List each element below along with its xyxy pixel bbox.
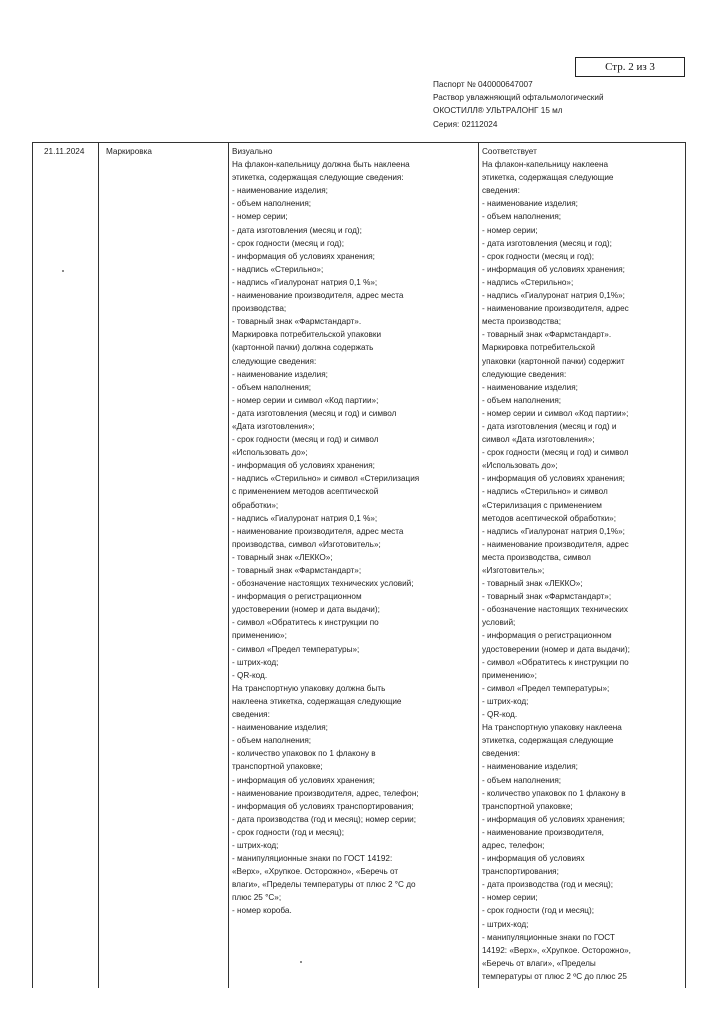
result-line: адрес, телефон; bbox=[482, 840, 545, 850]
requirement-line: - наименование производителя, адрес места bbox=[232, 291, 404, 301]
requirement-line: - надпись «Стерильно» и символ «Стерилизация bbox=[232, 474, 420, 484]
result-line: применению»; bbox=[482, 670, 537, 680]
requirement-line: - срок годности (месяц и год) и символ bbox=[232, 435, 379, 445]
result-line: места производства; bbox=[482, 317, 561, 327]
inspection-table bbox=[32, 142, 686, 988]
requirement-line: - символ «Обратитесь к инструкции по bbox=[232, 618, 379, 628]
requirement-line: - наименование изделия; bbox=[232, 186, 328, 196]
result-line: - срок годности (месяц и год) и символ bbox=[482, 448, 629, 458]
result-line: сведения: bbox=[482, 186, 520, 196]
result-line: - объем наполнения; bbox=[482, 775, 562, 785]
requirement-line: - штрих-код; bbox=[232, 840, 279, 850]
scan-speck bbox=[300, 961, 302, 963]
result-line: - дата изготовления (месяц и год) и bbox=[482, 421, 617, 431]
requirement-line: - номер короба. bbox=[232, 906, 292, 916]
requirement-line: - дата изготовления (месяц и год) и символ bbox=[232, 408, 397, 418]
result-line: - наименование производителя, адрес bbox=[482, 539, 629, 549]
result-line: температуры от плюс 2 ºС до плюс 25 bbox=[482, 971, 627, 981]
requirement-line: На транспортную упаковку должна быть bbox=[232, 683, 386, 693]
requirement-line: - срок годности (год и месяц); bbox=[232, 827, 344, 837]
requirement-line: - объем наполнения; bbox=[232, 736, 312, 746]
date-cell bbox=[33, 143, 99, 988]
result-line: - номер серии; bbox=[482, 225, 538, 235]
result-line: методов асептической обработки»; bbox=[482, 513, 616, 523]
requirement-line: - информация об условиях хранения; bbox=[232, 775, 375, 785]
result-line: - информация об условиях bbox=[482, 854, 585, 864]
result-line: - товарный знак «Фармстандарт». bbox=[482, 330, 612, 340]
series-number: Серия: 02112024 bbox=[433, 119, 498, 129]
result-line: - дата изготовления (месяц и год); bbox=[482, 238, 612, 248]
requirement-line: удостоверении (номер и дата выдачи); bbox=[232, 605, 380, 615]
result-line: транспортирования; bbox=[482, 867, 559, 877]
result-line: «Беречь от влаги», «Пределы bbox=[482, 958, 596, 968]
result-line: - штрих-код; bbox=[482, 919, 529, 929]
requirement-line: - товарный знак «Фармстандарт». bbox=[232, 317, 362, 327]
requirement-cell bbox=[229, 143, 479, 988]
requirement-line: «Использовать до»; bbox=[232, 448, 308, 458]
result-line: - манипуляционные знаки по ГОСТ bbox=[482, 932, 615, 942]
result-line: - номер серии и символ «Код партии»; bbox=[482, 408, 629, 418]
requirement-line: - количество упаковок по 1 флакону в bbox=[232, 749, 376, 759]
requirement-line: «Дата изготовления»; bbox=[232, 421, 315, 431]
result-line: - информация об условиях хранения; bbox=[482, 264, 625, 274]
requirement-line: - надпись «Стерильно»; bbox=[232, 264, 324, 274]
indicator-name: Маркировка bbox=[106, 147, 152, 156]
result-line: - наименование изделия; bbox=[482, 199, 578, 209]
inspection-date: 21.11.2024 bbox=[44, 147, 85, 156]
result-line: - срок годности (месяц и год); bbox=[482, 251, 594, 261]
requirement-line: влаги», «Пределы температуры от плюс 2 °С до bbox=[232, 880, 416, 890]
requirement-line: Маркировка потребительской упаковки bbox=[232, 330, 382, 340]
scan-speck bbox=[62, 270, 64, 272]
indicator-cell bbox=[99, 143, 229, 988]
requirement-line: транспортной упаковке; bbox=[232, 762, 323, 772]
result-line: удостоверении (номер и дата выдачи); bbox=[482, 644, 630, 654]
requirement-line: сведения: bbox=[232, 710, 270, 720]
requirement-line: - дата изготовления (месяц и год); bbox=[232, 225, 362, 235]
result-line: - QR-код. bbox=[482, 710, 518, 720]
result-line: «Стерилизация с применением bbox=[482, 500, 602, 510]
result-line: сведения: bbox=[482, 749, 520, 759]
requirement-line: На флакон-капельницу должна быть наклеена bbox=[232, 160, 410, 170]
result-line: - наименование изделия; bbox=[482, 762, 578, 772]
requirement-line: - надпись «Гиалуронат натрия 0,1 %»; bbox=[232, 277, 378, 287]
requirement-line: - информация об условиях хранения; bbox=[232, 461, 375, 471]
passport-header bbox=[433, 78, 703, 131]
result-line: - надпись «Гиалуронат натрия 0,1%»; bbox=[482, 291, 625, 301]
requirement-line: обработки»; bbox=[232, 500, 279, 510]
requirement-line: - информация об условиях транспортирования; bbox=[232, 801, 414, 811]
requirement-line: - штрих-код; bbox=[232, 657, 279, 667]
result-line: - количество упаковок по 1 флакону в bbox=[482, 788, 626, 798]
requirement-line: производства, символ «Изготовитель»; bbox=[232, 539, 381, 549]
result-line: «Использовать до»; bbox=[482, 461, 558, 471]
requirement-line: - товарный знак «Фармстандарт»; bbox=[232, 566, 362, 575]
page-number-box: Стр. 2 из 3 bbox=[575, 57, 685, 77]
result-line: - информация об условиях хранения; bbox=[482, 474, 625, 484]
result-line: транспортной упаковке; bbox=[482, 801, 573, 811]
result-line: символ «Дата изготовления»; bbox=[482, 435, 595, 445]
requirement-line: - QR-код. bbox=[232, 670, 268, 680]
result-line: - информация об условиях хранения; bbox=[482, 814, 625, 824]
result-line: - надпись «Стерильно»; bbox=[482, 277, 574, 287]
result-line: На транспортную упаковку наклеена bbox=[482, 723, 622, 733]
result-cell bbox=[479, 143, 686, 988]
result-line: - товарный знак «Фармстандарт»; bbox=[482, 592, 612, 602]
requirement-line: - наименование производителя, адрес, телефон; bbox=[232, 788, 419, 798]
result-line: - символ «Предел температуры»; bbox=[482, 683, 610, 693]
requirement-line: - товарный знак «ЛЕККО»; bbox=[232, 552, 333, 562]
result-line: места производства, символ bbox=[482, 552, 591, 562]
product-name: ОКОСТИЛЛ® УЛЬТРАЛОНГ 15 мл bbox=[433, 106, 563, 116]
result-line: - номер серии; bbox=[482, 893, 538, 903]
result-line: - символ «Обратитесь к инструкции по bbox=[482, 657, 629, 667]
requirement-line: «Верх», «Хрупкое. Осторожно», «Беречь от bbox=[232, 867, 399, 877]
result-line: - объем наполнения; bbox=[482, 212, 562, 222]
requirement-line: - информация об условиях хранения; bbox=[232, 251, 375, 261]
result-line: упаковки (картонной пачки) содержит bbox=[482, 356, 625, 366]
result-line: - дата производства (год и месяц); bbox=[482, 880, 614, 890]
requirement-line: - надпись «Гиалуронат натрия 0,1 %»; bbox=[232, 513, 378, 523]
requirement-line: - объем наполнения; bbox=[232, 199, 312, 209]
result-line: Маркировка потребительской bbox=[482, 343, 595, 353]
result-line: - информация о регистрационном bbox=[482, 631, 612, 641]
requirement-line: следующие сведения: bbox=[232, 356, 317, 366]
requirement-line: - номер серии; bbox=[232, 212, 288, 222]
product-description: Раствор увлажняющий офтальмологический bbox=[433, 93, 604, 103]
result-line: - товарный знак «ЛЕККО»; bbox=[482, 579, 583, 589]
requirement-line: применению»; bbox=[232, 631, 287, 641]
requirement-line: - информация о регистрационном bbox=[232, 592, 362, 602]
result-line: - срок годности (год и месяц); bbox=[482, 906, 594, 916]
requirement-line: - номер серии и символ «Код партии»; bbox=[232, 395, 379, 405]
requirement-line: (картонной пачки) должна содержать bbox=[232, 343, 374, 353]
result-line: На флакон-капельницу наклеена bbox=[482, 160, 609, 170]
result-line: 14192: «Верх», «Хрупкое. Осторожно», bbox=[482, 945, 631, 955]
result-line: - наименование изделия; bbox=[482, 382, 578, 392]
result-line: этикетка, содержащая следующие bbox=[482, 173, 614, 183]
requirement-line: - дата производства (год и месяц); номер серии; bbox=[232, 814, 417, 824]
requirement-line: - обозначение настоящих технических условий; bbox=[232, 579, 414, 589]
passport-number: Паспорт № 040000647007 bbox=[433, 80, 533, 89]
result-line: - надпись «Стерильно» и символ bbox=[482, 487, 608, 497]
requirement-line: плюс 25 °С»; bbox=[232, 893, 282, 903]
requirement-line: наклеена этикетка, содержащая следующие bbox=[232, 696, 402, 706]
result-line: - обозначение настоящих технических bbox=[482, 605, 628, 615]
requirement-line: производства; bbox=[232, 304, 287, 314]
result-line: - штрих-код; bbox=[482, 696, 529, 706]
requirement-line: - наименование изделия; bbox=[232, 369, 328, 379]
requirement-line: Визуально bbox=[232, 147, 273, 156]
result-line: Соответствует bbox=[482, 147, 537, 156]
result-line: - наименование производителя, bbox=[482, 827, 604, 837]
result-line: - надпись «Гиалуронат натрия 0,1%»; bbox=[482, 526, 625, 536]
requirement-line: - объем наполнения; bbox=[232, 382, 312, 392]
result-line: - наименование производителя, адрес bbox=[482, 304, 629, 314]
requirement-line: - символ «Предел температуры»; bbox=[232, 644, 360, 654]
result-line: - объем наполнения; bbox=[482, 395, 562, 405]
requirement-line: - наименование производителя, адрес места bbox=[232, 526, 404, 536]
requirement-line: - манипуляционные знаки по ГОСТ 14192: bbox=[232, 854, 393, 864]
result-line: «Изготовитель»; bbox=[482, 566, 545, 575]
requirement-line: - наименование изделия; bbox=[232, 723, 328, 733]
requirement-line: с применением методов асептической bbox=[232, 487, 379, 497]
requirement-line: этикетка, содержащая следующие сведения: bbox=[232, 173, 404, 183]
requirement-line: - срок годности (месяц и год); bbox=[232, 238, 344, 248]
result-line: условий; bbox=[482, 618, 516, 628]
result-line: этикетка, содержащая следующие bbox=[482, 736, 614, 746]
result-line: следующие сведения: bbox=[482, 369, 567, 379]
